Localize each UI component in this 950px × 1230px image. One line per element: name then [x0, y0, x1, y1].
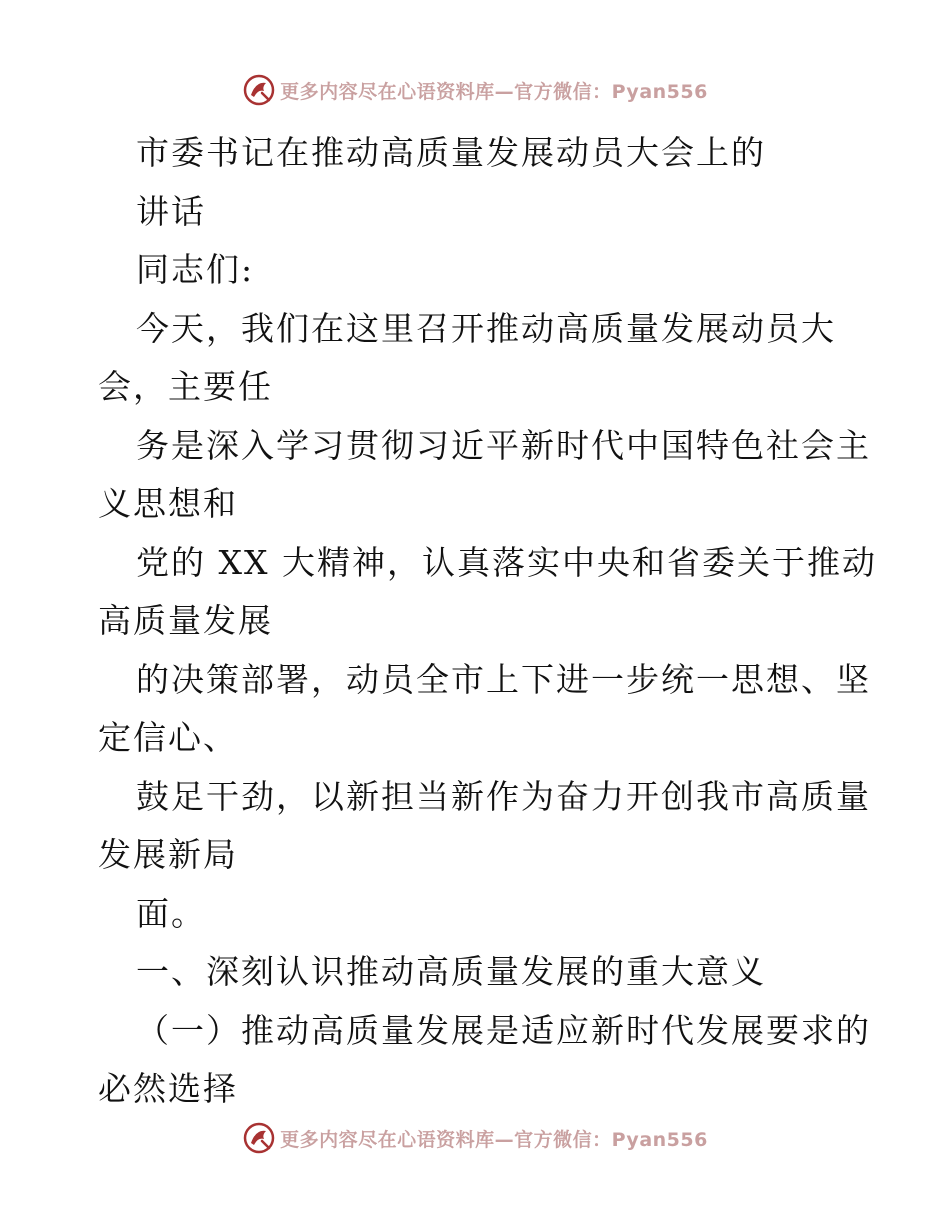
- document-line: 面。: [136, 893, 206, 933]
- document-line: 讲话: [136, 191, 206, 231]
- logo-seal-icon: [242, 73, 276, 107]
- document-body: [98, 124, 877, 1119]
- footer-watermark-text: 更多内容尽在心语资料库—官方微信：Pyan556: [280, 1128, 708, 1151]
- header-watermark-text: 更多内容尽在心语资料库—官方微信：Pyan556: [280, 80, 708, 103]
- document-line: 党的 XX 大精神，认真落实中央和省委关于推动: [136, 542, 877, 582]
- document-line: 义思想和: [98, 484, 238, 523]
- header-watermark-banner: [0, 70, 950, 110]
- document-line: 必然选择: [98, 1069, 238, 1108]
- document-line: 鼓足干劲，以新担当新作为奋力开创我市高质量: [136, 776, 871, 816]
- document-line: 会，主要任: [98, 367, 273, 406]
- document-line: 的决策部署，动员全市上下进一步统一思想、坚: [136, 659, 871, 699]
- document-line: 定信心、: [98, 718, 238, 757]
- document-line: 市委书记在推动高质量发展动员大会上的: [136, 133, 766, 172]
- document-line: 务是深入学习贯彻习近平新时代中国特色社会主: [136, 425, 871, 465]
- footer-watermark-banner: [0, 1118, 950, 1158]
- document-line: 同志们:: [136, 250, 255, 289]
- section-heading: 一、深刻认识推动高质量发展的重大意义: [136, 952, 766, 991]
- document-line: 发展新局: [98, 835, 238, 874]
- subsection-heading: （一）推动高质量发展是适应新时代发展要求的: [136, 1010, 871, 1050]
- document-line: 高质量发展: [98, 601, 273, 640]
- logo-seal-icon: [242, 1121, 276, 1155]
- document-line: 今天，我们在这里召开推动高质量发展动员大: [136, 308, 836, 348]
